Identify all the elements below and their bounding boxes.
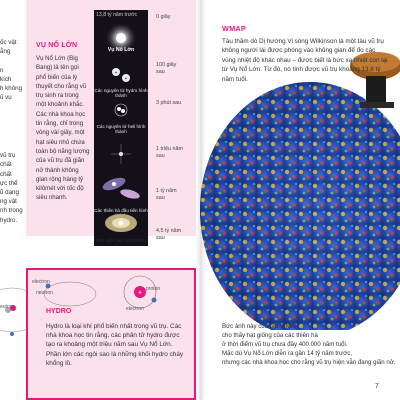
time-label-3: 1 triệu năm sau xyxy=(156,146,183,159)
label-cut: eutron xyxy=(0,304,15,310)
spiral-galaxy-image xyxy=(96,210,146,236)
svg-text:+: + xyxy=(124,76,128,82)
hydro-body: Hydro là loại khí phổ biến nhất trong vũ trụ. Các nhà khoa học tin rằng, các phân tử hydro được tạo ra khoảng một triệu năm sau Vụ Nổ Lớn. Phần lớn các ngôi sao là những khối hydro cháy khổng lồ. xyxy=(46,323,184,367)
timeline-caption-big-bang: Vụ Nổ Lớn xyxy=(107,47,135,53)
big-bang-body: Vụ Nổ Lớn (Big Bang) là tên gọi phổ biến của lý thuyết cho rằng vũ trụ sinh ra trong một khoảnh khắc. Các nhà khoa học tin rằng, chỉ trong vòng vài giây, một hạt siêu nhỏ chứa toàn bộ năng lượng của vũ trụ đã giãn nở thành không gian rộng hàng tỷ kilômét với tốc độ siêu nhanh. xyxy=(36,55,90,202)
wmap-heading: WMAP xyxy=(222,24,246,33)
time-label-2: 3 phút sau xyxy=(156,100,182,106)
label-electron: electron xyxy=(32,279,50,285)
time-label-1: 100 giây sau xyxy=(156,62,177,75)
timeline-caption-stars: Các ngôi sao hình thành xyxy=(96,238,146,243)
page-number: 7 xyxy=(375,383,379,390)
timeline-caption-hydrogen: Các nguyên tử hydro hình thành xyxy=(94,88,148,99)
label-proton: proton xyxy=(146,286,161,292)
big-bang-heading: VỤ NỔ LỚN xyxy=(36,42,78,49)
left-cut-text-b: vũ trụ chất chất ực thể ũ dạng ng vật nh trong hydro. xyxy=(0,152,23,224)
timeline-caption-galaxies: Các thiên hà đầu tiên hình xyxy=(94,208,148,213)
timeline-top-label: 13,8 tỷ năm trước xyxy=(96,12,138,18)
time-label-0: 0 giây xyxy=(156,14,171,20)
wmap-caption: Bức ảnh này của tàu WMAP cho thấy hạt giống của các thiên hà ở thời điểm vũ trụ chưa đầy 400.000 năm tuổi. Mặc dù Vụ Nổ Lớn diễn ra gần 14 tỷ năm trước, nhưng các nhà khoa học cho rằng vũ trụ hiện vẫn đang giãn nở. xyxy=(222,323,396,366)
hydrogen-atom-diagram xyxy=(116,272,172,312)
svg-text:+: + xyxy=(137,289,143,297)
svg-text:+: + xyxy=(114,70,118,76)
time-label-5: 4,5 tỷ năm sau xyxy=(156,228,182,241)
left-cut-text-a: ốc vật ằng n kích h không ũ vụ xyxy=(0,39,23,102)
hydro-heading: HYDRO xyxy=(46,308,72,315)
stars-forming-image xyxy=(96,136,146,174)
label-neutron: neutron xyxy=(36,290,53,296)
time-label-4: 1 tỷ năm sau xyxy=(156,188,177,201)
galaxies-image xyxy=(96,170,146,208)
label-electron-2: electron xyxy=(126,306,144,312)
timeline-caption-helium: Các nguyên tử heli hình thành xyxy=(96,124,146,135)
wmap-body: Tàu thăm dò Dị hướng Vi sóng Wilkinson là một tàu vũ trụ không người lái được phóng vào không gian để đo các vùng nhiệt độ khác nhau – được biết là bức xạ nhiệt còn lại từ Vụ Nổ Lớn. Từ đó, nó tính được vũ trụ khoảng 13,8 tỷ năm tuổi. xyxy=(222,38,388,83)
